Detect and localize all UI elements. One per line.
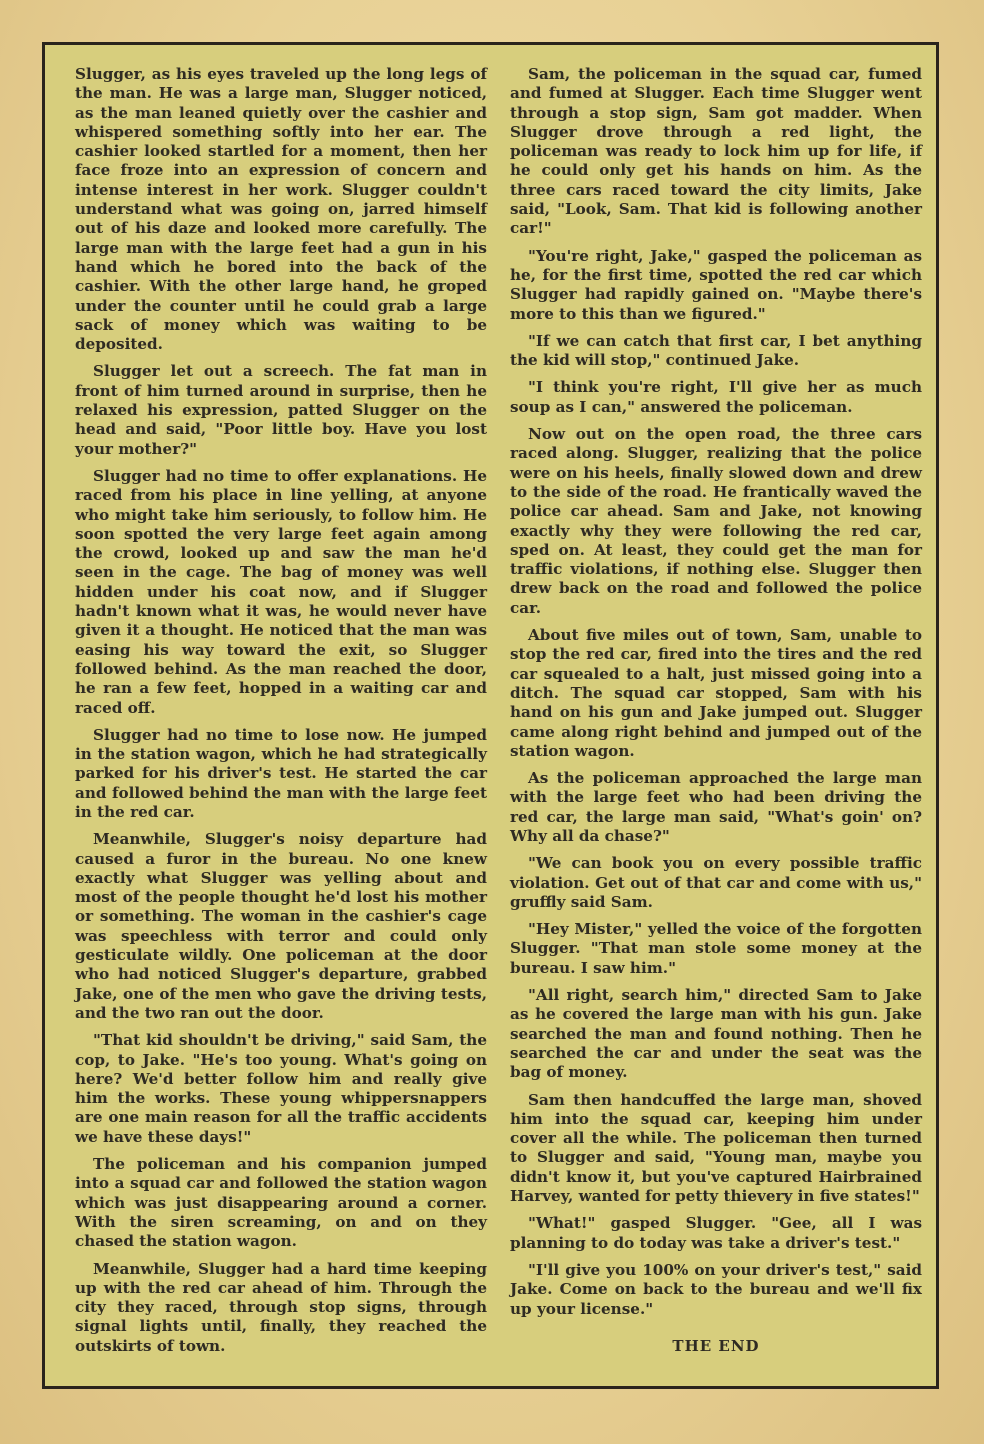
paragraph: "What!" gasped Slugger. "Gee, all I was planning to do today was take a driver's test.": [510, 1214, 922, 1252]
text-panel: [42, 42, 939, 1389]
paragraph: About five miles out of town, Sam, unable to stop the red car, fired into the tires and the red car squealed to a halt, just missed going into a ditch. The squad car stopped, Sam with his hand on his gun and Jake jumped out. Slugger came along right behind and jumped out of the station wagon.: [510, 626, 922, 760]
paragraph: Slugger, as his eyes traveled up the long legs of the man. He was a large man, Slugger noticed, as the man leaned quietly over the cashier and whispered something softly into her ear. The cashier looked startled for a moment, then her face froze into an expression of concern and intense interest in her work. Slugger couldn't understand what was going on, jarred himself out of his daze and looked more carefully. The large man with the large feet had a gun in his hand which he bored into the back of the cashier. With the other large hand, he groped under the counter until he could grab a large sack of money which was waiting to be deposited.: [75, 65, 487, 354]
left-column: [75, 65, 487, 1364]
paragraph: "You're right, Jake," gasped the policeman as he, for the first time, spotted the red car which Slugger had rapidly gained on. "Maybe there's more to this than we figured.": [510, 246, 922, 323]
paragraph: "If we can catch that first car, I bet anything the kid will stop," continued Jake.: [510, 331, 922, 370]
paragraph: "I'll give you 100% on your driver's test," said Jake. Come on back to the bureau and we'll fix up your license.": [510, 1260, 922, 1318]
paragraph: Now out on the open road, the three cars raced along. Slugger, realizing that the police were on his heels, finally slowed down and drew to the side of the road. He frantically waved the police car ahead. Sam and Jake, not knowing exactly why they were following the red car, sped on. At least, they could get the man for traffic violations, if nothing else. Slugger then drew back on the road and followed the police car.: [510, 425, 922, 617]
paragraph: Sam then handcuffed the large man, shoved him into the squad car, keeping him under cover all the while. The policeman then turned to Slugger and said, "Young man, maybe you didn't know it, but you've captured Hairbrained Harvey, wanted for petty thievery in five states!": [510, 1090, 922, 1206]
paragraph: Slugger let out a screech. The fat man in front of him turned around in surprise, then he relaxed his expression, patted Slugger on the head and said, "Poor little boy. Have you lost your mother?": [75, 362, 487, 458]
paragraph: "All right, search him," directed Sam to Jake as he covered the large man with his gun. Jake searched the man and found nothing. Then he searched the car and under the seat was the bag of money.: [510, 986, 922, 1082]
the-end-label: THE END: [672, 1336, 760, 1355]
paragraph: "I think you're right, I'll give her as much soup as I can," answered the policeman.: [510, 378, 922, 416]
paragraph: "Hey Mister," yelled the voice of the forgotten Slugger. "That man stole some money at the bureau. I saw him.": [510, 920, 922, 977]
right-column: [510, 65, 922, 1364]
paragraph: As the policeman approached the large man with the large feet who had been driving the red car, the large man said, "What's goin' on? Why all da chase?": [510, 769, 922, 845]
paragraph: The policeman and his companion jumped into a squad car and followed the station wagon which was just disappearing around a corner. With the siren screaming, on and on they chased the station wagon.: [75, 1155, 487, 1251]
paragraph: Meanwhile, Slugger had a hard time keeping up with the red car ahead of him. Through the city they raced, through stop signs, through signal lights until, finally, they reached the outskirts of town.: [75, 1259, 487, 1355]
paragraph: Slugger had no time to offer explanations. He raced from his place in line yelling, at anyone who might take him seriously, to follow him. He soon spotted the very large feet again among the crowd, looked up and saw the man he'd seen in the cage. The bag of money was well hidden under his coat now, and if Slugger hadn't known what it was, he would never have given it a thought. He noticed that the man was easing his way toward the exit, so Slugger followed behind. As the man reached the door, he ran a few feet, hopped in a waiting car and raced off.: [75, 466, 487, 717]
paragraph: Sam, the policeman in the squad car, fumed and fumed at Slugger. Each time Slugger went through a stop sign, Sam got madder. When Slugger drove through a red light, the policeman was ready to lock him up for life, if he could only get his hands on him. As the three cars raced toward the city limits, Jake said, "Look, Sam. That kid is following another car!": [510, 65, 922, 238]
paragraph: Meanwhile, Slugger's noisy departure had caused a furor in the bureau. No one knew exactly what Slugger was yelling about and most of the people thought he'd lost his mother or something. The woman in the cashier's cage was speechless with terror and could only gesticulate wildly. One policeman at the door who had noticed Slugger's departure, grabbed Jake, one of the men who gave the driving tests, and the two ran out the door.: [75, 830, 487, 1022]
paragraph: "We can book you on every possible traffic violation. Get out of that car and come with us," gruffly said Sam.: [510, 854, 922, 911]
paragraph: "That kid shouldn't be driving," said Sam, the cop, to Jake. "He's too young. What's going on here? We'd better follow him and really give him the works. These young whippersnappers are one main reason for all the traffic accidents we have these days!": [75, 1031, 487, 1146]
paragraph: Slugger had no time to lose now. He jumped in the station wagon, which he had strategically parked for his driver's test. He started the car and followed behind the man with the large feet in the red car.: [75, 725, 487, 821]
